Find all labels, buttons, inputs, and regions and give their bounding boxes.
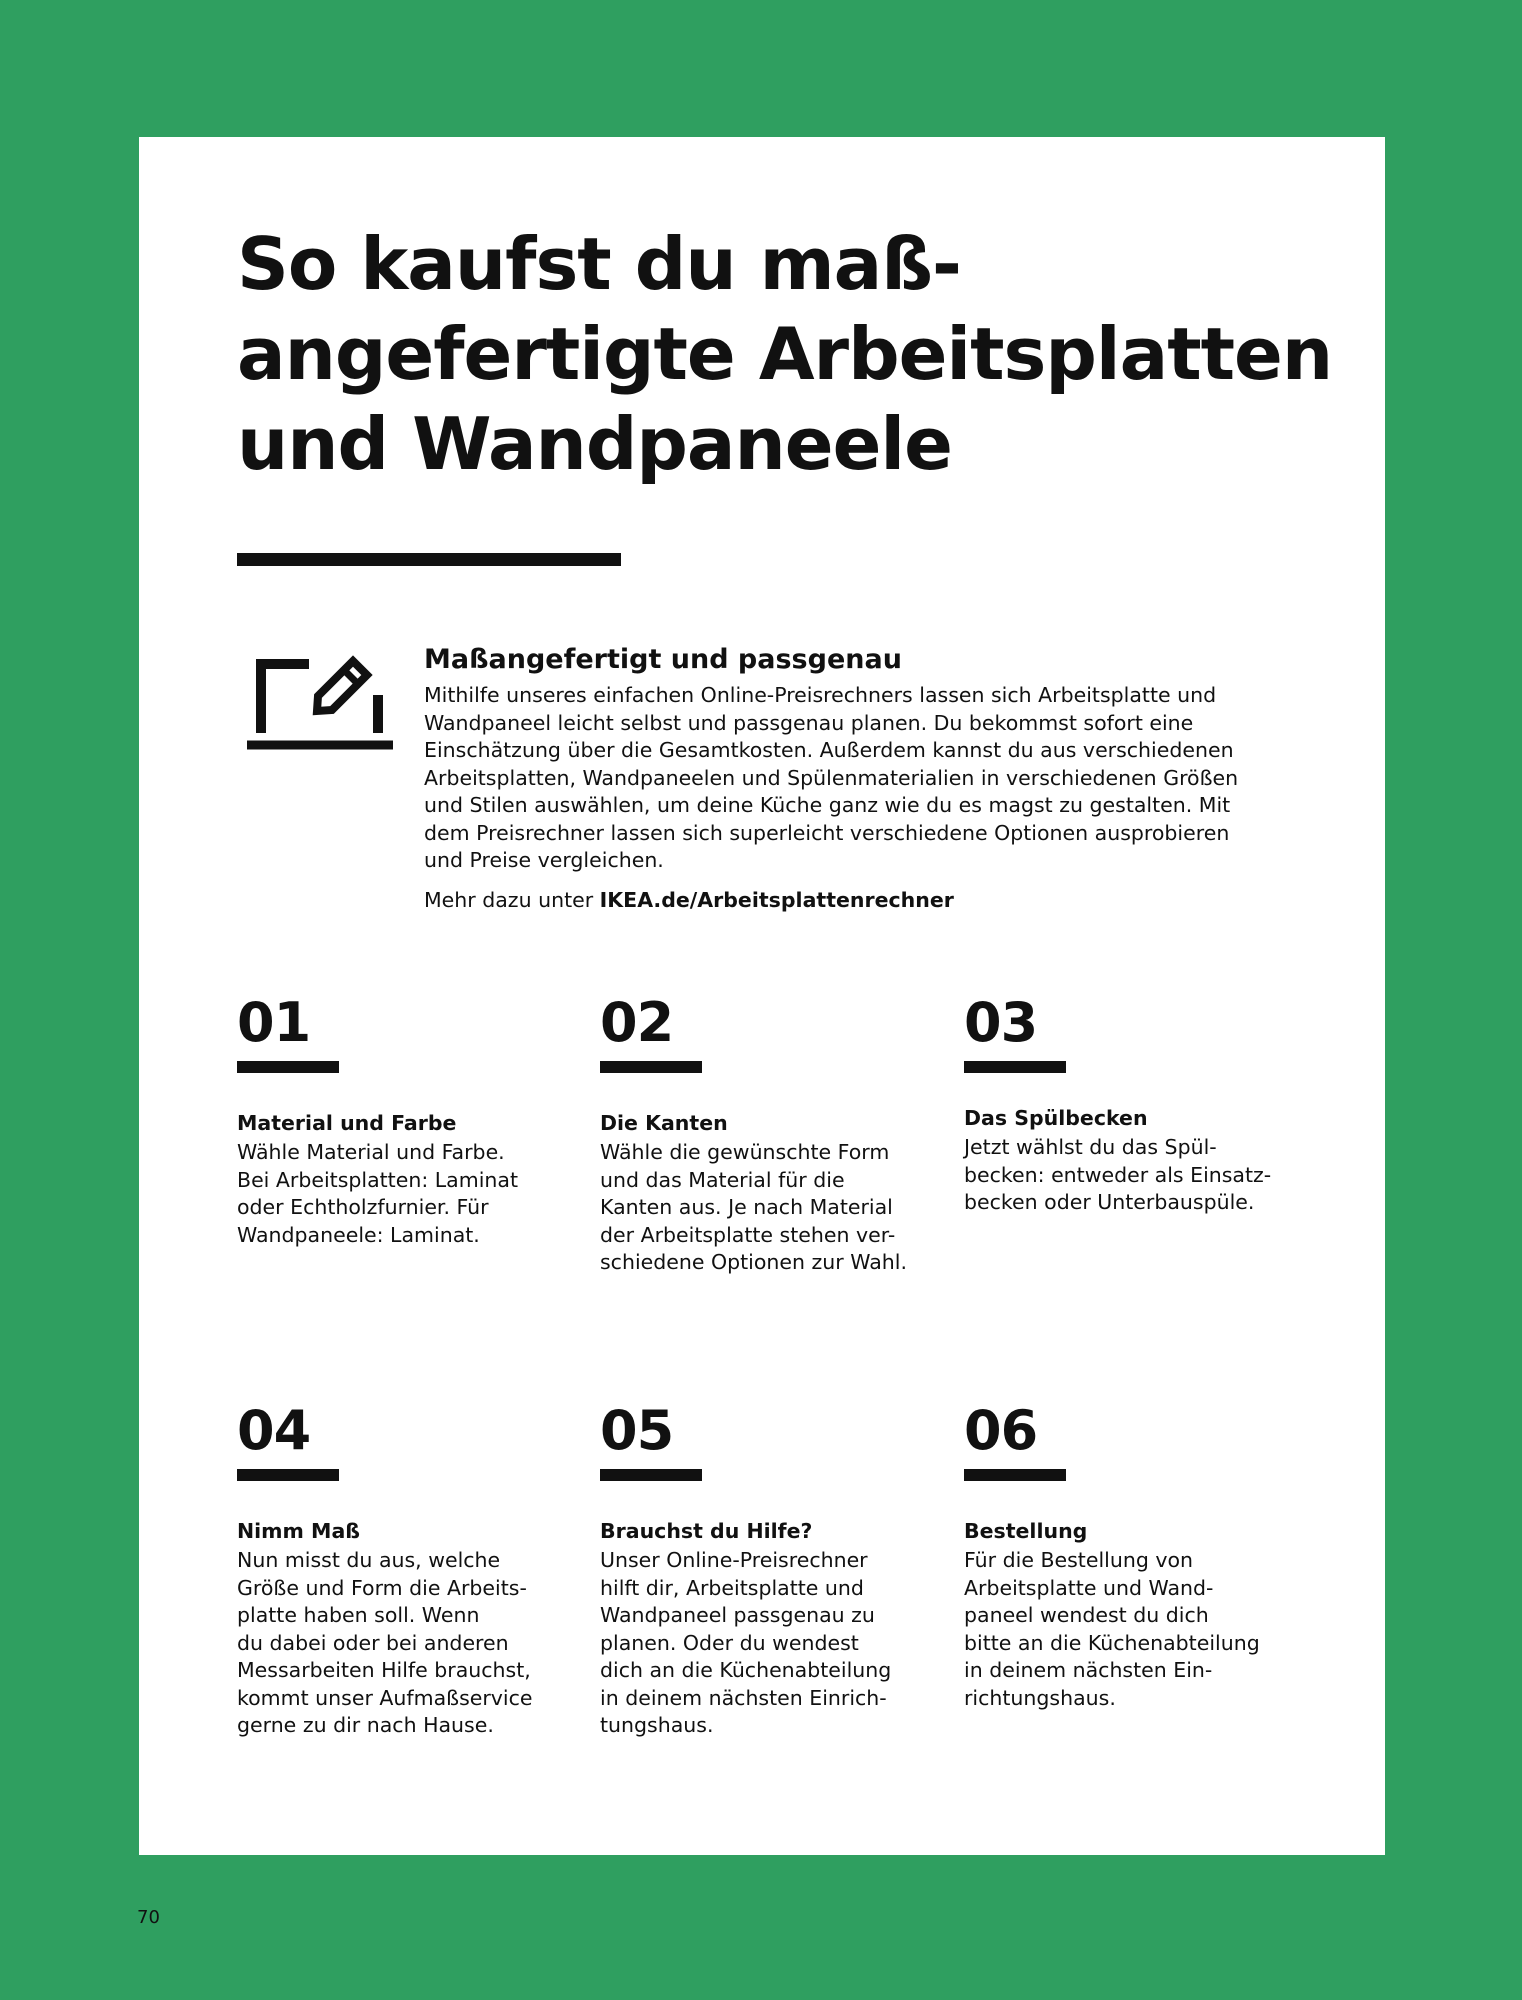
step-line: platte haben soll. Wenn	[237, 1603, 480, 1627]
step-number: 01	[237, 991, 311, 1054]
step-text	[600, 1139, 940, 1277]
title-divider	[237, 553, 621, 566]
step-title: Material und Farbe	[237, 1111, 457, 1135]
step-title: Bestellung	[964, 1519, 1088, 1543]
step-line: planen. Oder du wendest	[600, 1630, 859, 1655]
step-line: Größe und Form die Arbeits-	[237, 1575, 527, 1600]
step-line: Kanten aus. Je nach Material	[600, 1195, 893, 1219]
step-text	[600, 1547, 940, 1740]
step-divider	[237, 1061, 339, 1073]
step-line: du dabei oder bei anderen	[237, 1630, 509, 1655]
step-line: Für die Bestellung von	[964, 1548, 1194, 1572]
step-number: 06	[964, 1399, 1038, 1462]
step-line: schiedene Optionen zur Wahl.	[600, 1250, 907, 1274]
intro-line: und Stilen auswählen, um deine Küche ganz wie du es magst zu gestalten. Mit	[424, 793, 1231, 817]
step-line: Bei Arbeitsplatten: Laminat	[237, 1167, 518, 1192]
step-text	[964, 1134, 1304, 1217]
step-line: Nun misst du aus, welche	[237, 1548, 501, 1572]
step-line: Arbeitsplatte und Wand-	[964, 1575, 1214, 1600]
edit-pencil-icon	[247, 651, 393, 751]
step-text	[237, 1547, 577, 1740]
step-line: kommt unser Aufmaßservice	[237, 1685, 533, 1710]
step-title: Nimm Maß	[237, 1519, 361, 1543]
step-line: der Arbeitsplatte stehen ver-	[600, 1222, 896, 1247]
step-line: becken oder Unterbauspüle.	[964, 1190, 1255, 1214]
step-divider	[964, 1469, 1066, 1481]
step-line: tungshaus.	[600, 1713, 714, 1737]
step-title: Die Kanten	[600, 1111, 728, 1135]
intro-heading: Maßangefertigt und passgenau	[424, 644, 902, 675]
step-number: 02	[600, 991, 674, 1054]
step-05	[600, 1401, 940, 1740]
step-line: in deinem nächsten Ein-	[964, 1658, 1213, 1682]
step-number: 03	[964, 991, 1038, 1054]
step-03	[964, 993, 1304, 1217]
page-title	[237, 219, 1337, 489]
intro-line: und Preise vergleichen.	[424, 848, 664, 872]
content-card	[139, 137, 1385, 1855]
step-title: Das Spülbecken	[964, 1106, 1148, 1130]
step-line: in deinem nächsten Einrich-	[600, 1685, 887, 1710]
step-06	[964, 1401, 1304, 1712]
intro-line: Einschätzung über die Gesamtkosten. Außerdem kannst du aus verschiedenen	[424, 738, 1234, 762]
step-02	[600, 993, 940, 1277]
step-line: hilft dir, Arbeitsplatte und	[600, 1575, 864, 1600]
intro-line: Arbeitsplatten, Wandpaneelen und Spülenmaterialien in verschiedenen Größen	[424, 765, 1239, 790]
step-line: bitte an die Küchenabteilung	[964, 1630, 1260, 1655]
step-title: Brauchst du Hilfe?	[600, 1519, 813, 1543]
step-04	[237, 1401, 577, 1740]
step-divider	[600, 1061, 702, 1073]
step-line: Wandpaneel passgenau zu	[600, 1603, 875, 1627]
step-line: dich an die Küchenabteilung	[600, 1658, 892, 1682]
intro-more-prefix: Mehr dazu unter	[424, 887, 600, 912]
step-line: Jetzt wählst du das Spül-	[964, 1135, 1217, 1159]
step-line: paneel wendest du dich	[964, 1603, 1209, 1627]
step-text	[964, 1547, 1304, 1712]
step-line: Messarbeiten Hilfe brauchst,	[237, 1658, 531, 1682]
step-number: 04	[237, 1399, 311, 1462]
step-line: Unser Online-Preisrechner	[600, 1548, 868, 1572]
step-text	[237, 1139, 577, 1249]
intro-line: Wandpaneel leicht selbst und passgenau planen. Du bekommst sofort eine	[424, 710, 1194, 735]
step-line: richtungshaus.	[964, 1685, 1116, 1710]
page-number: 70	[137, 1907, 160, 1928]
step-divider	[237, 1469, 339, 1481]
step-line: Wandpaneele: Laminat.	[237, 1222, 480, 1247]
step-01	[237, 993, 577, 1249]
intro-section	[424, 642, 1294, 914]
step-line: becken: entweder als Einsatz-	[964, 1162, 1272, 1187]
title-line: So kaufst du maß-	[237, 222, 961, 306]
intro-body	[424, 682, 1294, 875]
intro-line: dem Preisrechner lassen sich superleicht verschiedene Optionen ausprobieren	[424, 820, 1230, 845]
step-line: oder Echtholzfurnier. Für	[237, 1195, 489, 1219]
title-line: angefertigte Arbeitsplatten	[237, 312, 1333, 396]
step-line: Wähle die gewünschte Form	[600, 1140, 890, 1164]
step-number: 05	[600, 1399, 674, 1462]
step-line: Wähle Material und Farbe.	[237, 1140, 505, 1164]
intro-line: Mithilfe unseres einfachen Online-Preisrechners lassen sich Arbeitsplatte und	[424, 683, 1217, 707]
step-line: gerne zu dir nach Hause.	[237, 1713, 494, 1737]
step-divider	[964, 1061, 1066, 1073]
calculator-link[interactable]: IKEA.de/Arbeitsplattenrechner	[599, 887, 954, 912]
intro-more	[424, 887, 1294, 915]
title-line: und Wandpaneele	[237, 402, 952, 486]
step-divider	[600, 1469, 702, 1481]
step-line: und das Material für die	[600, 1167, 845, 1192]
